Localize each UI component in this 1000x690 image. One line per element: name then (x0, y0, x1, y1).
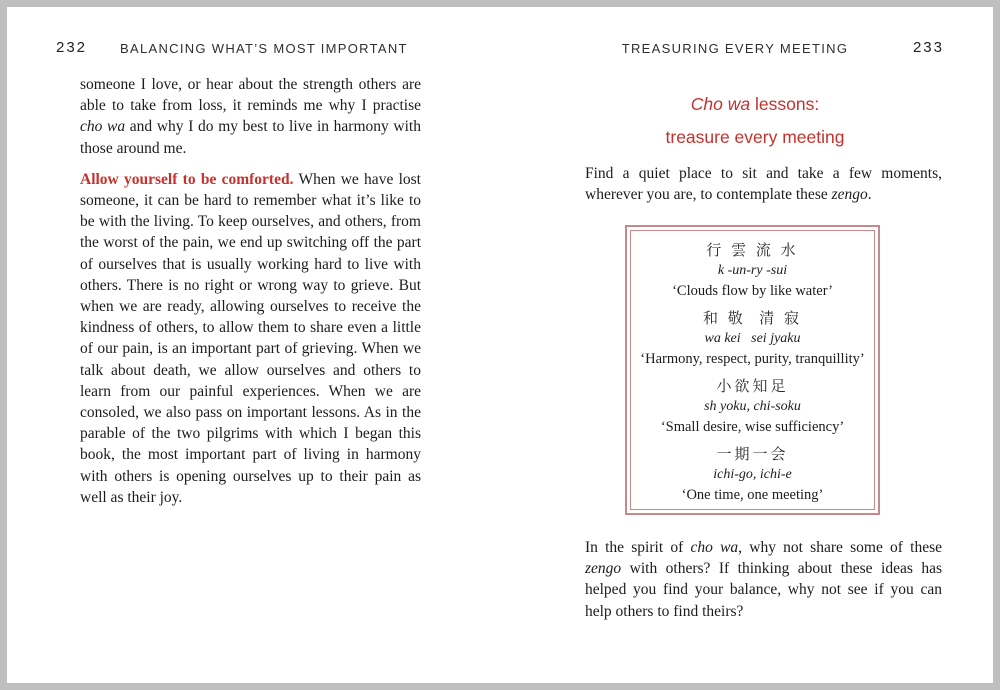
text-segment: zengo (585, 560, 622, 578)
body-paragraph (80, 169, 421, 508)
romaji-line: k -un-ry -sui (717, 263, 788, 278)
kanji-line: 一期一会 (716, 447, 789, 463)
zengo-item (627, 445, 878, 505)
text-segment: . (867, 186, 872, 204)
left-page-number: 232 (56, 39, 88, 56)
romaji-line: sh yoku, chi-soku (704, 399, 801, 414)
left-page-body (80, 74, 421, 518)
text-segment: cho wa (690, 539, 739, 556)
text-segment: and why I do my best to live in harmony with those around me. (80, 118, 421, 157)
right-running-head: TREASURING EVERY MEETING (621, 41, 849, 56)
zengo-item (627, 241, 878, 301)
text-segment: When we have lost someone, it can be hard to remember what it’s like to be with the living. To keep ourselves, and others, from the worst of the pain, we end up switching off the part of ourselves that is usually working hard to live with others. There is no right or wrong way to grieve. But when we are ready, allowing ourselves to receive the kindness of others, to allow them to share even a little of our pain, is an important part of grieving. When we talk about death, we allow ourselves and others to learn from our painful experiences. When we are consoled, we also pass on important lessons. As in the parable of the two pilgrims with which I began this book, the most important part of living in harmony with others is opening ourselves up to their pain as well as their joy. (80, 170, 421, 506)
meaning-line: ‘Clouds flow by like water’ (672, 283, 833, 299)
romaji-line: ichi-go, ichi-e (713, 467, 792, 482)
meaning-line: ‘Small desire, wise sufficiency’ (660, 419, 845, 435)
text-segment: Allow yourself to be comforted. (80, 170, 294, 188)
text-segment: zengo (831, 186, 868, 204)
left-running-head: BALANCING WHAT’S MOST IMPORTANT (120, 41, 408, 56)
zengo-item (627, 309, 878, 369)
text-segment: cho wa (80, 118, 126, 136)
kanji-line: 行 雲 流 水 (706, 243, 799, 259)
text-segment: with others? If thinking about these ideas has helped you find your balance, why not see if you can help others to find theirs? (585, 560, 942, 620)
kanji-line: 和 敬 清 寂 (702, 311, 802, 327)
text-segment: Cho wa (690, 94, 751, 114)
zengo-list (627, 227, 878, 513)
kanji-line: 小欲知足 (716, 379, 789, 395)
lesson-title (585, 88, 925, 154)
zengo-box (625, 225, 880, 515)
right-page-number: 233 (912, 39, 944, 56)
lesson-title-line-2: treasure every meeting (665, 127, 845, 147)
text-segment: lessons: (750, 94, 820, 114)
text-segment: someone I love, or hear about the strength others are able to take from loss, it reminds me why I practise (80, 76, 421, 115)
body-paragraph (80, 74, 421, 159)
romaji-line: wa kei sei jyaku (704, 331, 801, 346)
text-segment: , why not share some of these (738, 539, 943, 556)
lesson-title-line-1 (585, 88, 925, 121)
text-segment: In the spirit of (585, 539, 691, 556)
meaning-line: ‘One time, one meeting’ (681, 487, 824, 503)
zengo-item (627, 377, 878, 437)
outro-paragraph (585, 537, 942, 622)
text-segment: Find a quiet place to sit and take a few moments, wherever you are, to contemplate these (585, 165, 942, 204)
meaning-line: ‘Harmony, respect, purity, tranquillity’ (640, 351, 865, 367)
intro-paragraph (585, 163, 942, 205)
